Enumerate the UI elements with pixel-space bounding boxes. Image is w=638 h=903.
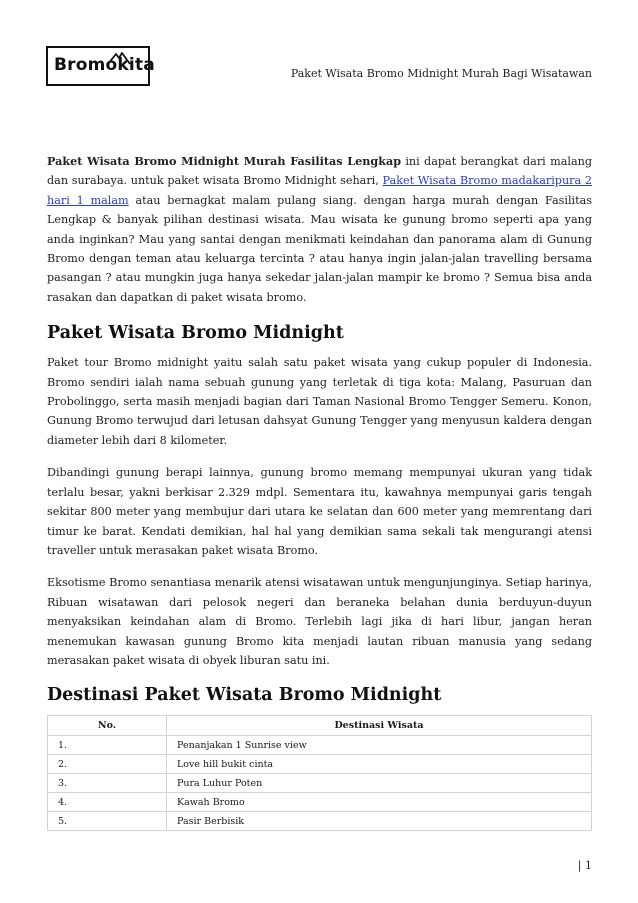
document-body <box>47 152 592 831</box>
section-heading-destinasi: Destinasi Paket Wisata Bromo Midnight <box>47 685 442 706</box>
intro-paragraph <box>47 152 592 307</box>
section-heading-midnight: Paket Wisata Bromo Midnight <box>47 323 344 344</box>
logo-text: Bromokita <box>54 55 155 75</box>
row-number: 1. <box>48 736 167 755</box>
row-destinasi: Penanjakan 1 Sunrise view <box>167 736 592 755</box>
body-paragraph: Dibandingi gunung berapi lainnya, gunung bromo memang mempunyai ukuran yang tidak terlalu besar, yakni berkisar 2.329 mdpl. Sementara itu, kawahnya mempunyai garis tengah sekitar 800 meter yang membujur dari utara ke selatan dan 600 meter yang memrentang dari timur ke barat. Kendati demikian, hal hal yang demikian sama sekali tak mengurangi atensi traveller untuk merasakan paket wisata Bromo. <box>47 466 592 557</box>
destinasi-table <box>47 715 592 831</box>
table-row <box>48 755 592 774</box>
row-destinasi: Pura Luhur Poten <box>167 774 592 793</box>
paket-madakaripura-link[interactable]: Paket Wisata Bromo madakaripura 2 hari 1 malam <box>47 174 592 207</box>
table-row <box>48 812 592 831</box>
intro-text-b: atau bernagkat malam pulang siang. dengan harga murah dengan Fasilitas Lengkap & banyak pilihan destinasi wisata. Mau wisata ke gunung bromo seperti apa yang anda inginkan? Mau yang santai dengan menikmati keindahan dan panorama alam di Gunung Bromo dengan teman atau keluarga tercinta ? atau hanya ingin jalan-jalan travelling bersama pasangan ? atau mungkin juga hanya sekedar jalan-jalan mampir ke bromo ? Semua bisa anda rasakan dan dapatkan di paket wisata bromo. <box>47 193 593 304</box>
table-header-row <box>48 716 592 736</box>
row-destinasi: Kawah Bromo <box>167 793 592 812</box>
body-paragraph: Paket tour Bromo midnight yaitu salah satu paket wisata yang cukup populer di Indonesia. Bromo sendiri ialah nama sebuah gunung yang terletak di tiga kota: Malang, Pasuruan dan Probolinggo, serta masih menjadi bagian dari Taman Nasional Bromo Tengger Semeru. Konon, Gunung Bromo terwujud dari letusan dahsyat Gunung Tengger yang menyusun kaldera dengan diameter lebih dari 8 kilometer. <box>47 356 592 447</box>
intro-text-a: ini dapat berangkat dari malang dan surabaya. untuk paket wisata Bromo Midnight sehari, <box>47 155 592 188</box>
table-row <box>48 736 592 755</box>
column-header-no: No. <box>48 716 167 736</box>
row-number: 4. <box>48 793 167 812</box>
bromokita-logo <box>46 46 155 86</box>
row-number: 5. <box>48 812 167 831</box>
intro-bold-lead: Paket Wisata Bromo Midnight Murah Fasilitas Lengkap <box>47 154 402 168</box>
row-destinasi: Pasir Berbisik <box>167 812 592 831</box>
table-row <box>48 774 592 793</box>
page-number: | 1 <box>577 859 592 872</box>
row-destinasi: Love hill bukit cinta <box>167 755 592 774</box>
row-number: 2. <box>48 755 167 774</box>
column-header-destinasi: Destinasi Wisata <box>167 716 592 736</box>
mountain-icon <box>107 51 131 65</box>
row-number: 3. <box>48 774 167 793</box>
document-header-title: Paket Wisata Bromo Midnight Murah Bagi Wisatawan <box>290 67 592 80</box>
body-paragraph: Eksotisme Bromo senantiasa menarik atensi wisatawan untuk mengunjunginya. Setiap harinya, Ribuan wisatawan dari pelosok negeri dan beraneka belahan dunia berduyun-duyun menyaksikan keindahan alam di Bromo. Terlebih lagi jika di hari libur, jangan heran menemukan kawasan gunung Bromo kita menjadi lautan ribuan manusia yang sedang merasakan paket wisata di obyek liburan satu ini. <box>47 576 592 667</box>
table-row <box>48 793 592 812</box>
